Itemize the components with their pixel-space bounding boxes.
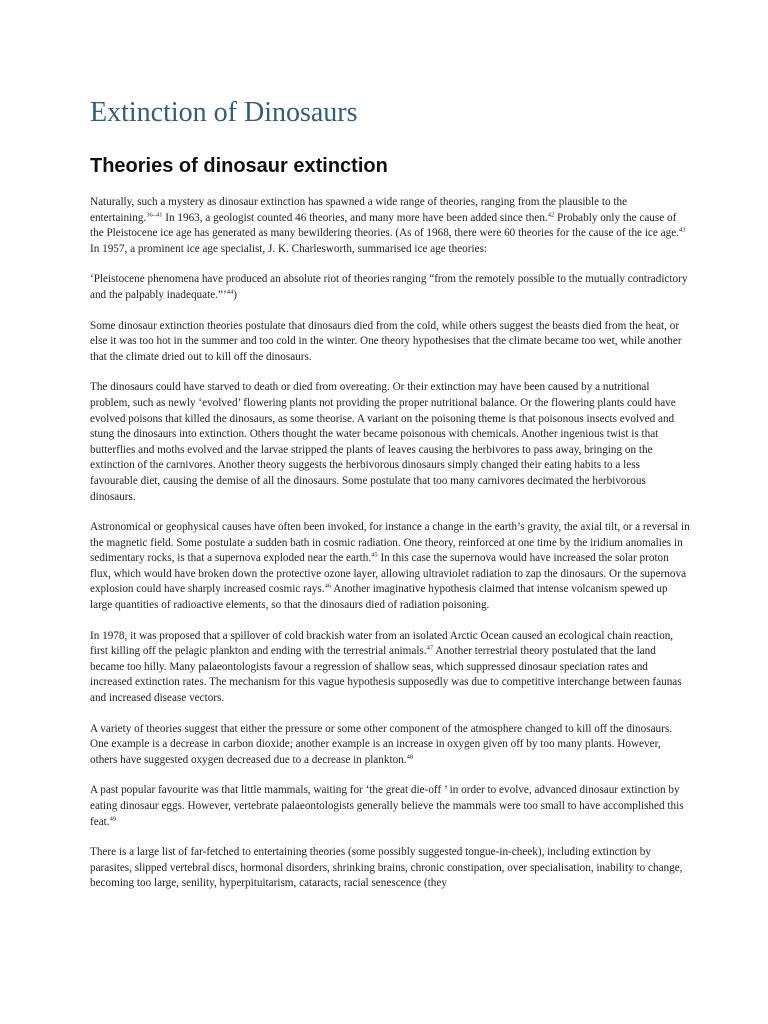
footnote-ref: 47 xyxy=(426,644,434,652)
paragraph-text: A past popular favourite was that little mammals, waiting for ‘the great die-off ’ in order to evolve, advanced dinosaur extinction by eating dinosaur eggs. However, vertebrate palaeontologists generally believe the mammals were too small to have accomplished this feat. xyxy=(90,784,684,828)
footnote-ref: 44 xyxy=(226,288,234,296)
paragraph-text: In 1957, a prominent ice age specialist, J. K. Charlesworth, summarised ice age theories: xyxy=(90,242,488,255)
footnote-ref: 43 xyxy=(678,226,686,234)
paragraph-diet: The dinosaurs could have starved to death or died from overeating. Or their extinction may have been caused by a nutritional problem, such as newly ‘evolved’ flowering plants not providing the proper nutritional balance. Or the flowering plants could have evolved poisons that killed the dinosaurs, as some theorise. A variant on the poisoning theme is that poisonous insects evolved and stung the dinosaurs into extinction. Others thought the water became poisonous with chemicals. Another ingenious twist is that butterflies and moths evolved and the larvae stripped the plants of leaves causing the herbivores to pass away, bringing on the extinction of the carnivores. Another theory suggests the herbivorous dinosaurs simply changed their eating habits to a less favourable diet, causing the demise of all the dinosaurs. Some postulate that too many carnivores decimated the herbivorous dinosaurs. xyxy=(90,381,676,503)
paragraph-text: Another imaginative hypothesis claimed that intense volcanism spewed up large quantities of radioactive elements, so that the dinosaurs died of radiation poisoning. xyxy=(90,583,668,612)
paragraph-far-fetched: There is a large list of far-fetched to entertaining theories (some possibly suggested tongue-in-cheek), including extinction by parasites, slipped vertebral discs, hormonal disorders, shrinking brains, chronic constipation, over specialisation, inability to change, becoming too large, senility, hyperpituitarism, cataracts, racial senescence (they xyxy=(90,846,683,890)
paragraph-text: Another terrestrial theory postulated that the land became too hilly. Many palaeontologists favour a regression of shallow seas, which suppressed dinosaur speciation rates and increased extinction rates. The mechanism for this vague hypothesis supposedly was due to competitive interchange between faunas and increased disease vectors. xyxy=(90,645,682,705)
paragraph-atmosphere xyxy=(90,722,690,769)
footnote-ref: 45 xyxy=(371,551,378,559)
footnote-ref: 48 xyxy=(406,753,414,761)
quote-text: ) xyxy=(233,288,237,301)
footnote-ref: 42 xyxy=(547,210,555,218)
paragraph-astronomical xyxy=(90,520,690,614)
paragraph-intro xyxy=(90,195,690,257)
footnote-ref: 49 xyxy=(109,814,117,822)
paragraph-text: Astronomical or geophysical causes have often been invoked, for instance a change in the earth’s gravity, the axial tilt, or a reversal in the magnetic field. Some postulate a sudden bath in cosmic radiation. One theory, reinforced at one time by the iridium anomalies in sedimentary rocks, is that a supernova exploded near the earth. xyxy=(90,521,690,565)
article-body xyxy=(90,195,690,907)
paragraph-arctic xyxy=(90,629,690,707)
paragraph-text: In this case the supernova would have increased the solar proton flux, which would have broken down the protective ozone layer, allowing ultraviolet radiation to zap the dinosaurs. Or the supernova explosion could have sharply increased cosmic rays. xyxy=(90,552,687,596)
paragraph-climate: Some dinosaur extinction theories postulate that dinosaurs died from the cold, while others suggest the beasts died from the heat, or else it was too hot in the summer and too cold in the winter. One theory hypothesises that the climate became too wet, while another that the climate dried out to kill off the dinosaurs. xyxy=(90,319,682,363)
paragraph-text: In 1963, a geologist counted 46 theories, and many more have been added since then. xyxy=(162,211,548,224)
paragraph-text: In 1978, it was proposed that a spillover of cold brackish water from an isolated Arctic Ocean caused an ecological chain reaction, first killing off the pelagic plankton and ending with the terrestrial animals. xyxy=(90,629,674,658)
paragraph-text: Naturally, such a mystery as dinosaur extinction has spawned a wide range of theories, ranging from the plausible to the entertaining. xyxy=(90,196,628,224)
quote-text: ‘Pleistocene phenomena have produced an absolute riot of theories ranging “from the remotely possible to the mutually contradictory and the palpably inadequate.”’ xyxy=(90,273,688,301)
page-title: Extinction of Dinosaurs xyxy=(90,97,358,128)
section-heading: Theories of dinosaur extinction xyxy=(90,155,388,177)
paragraph-text: Probably only the cause of the Pleistocene ice age has generated as many bewildering theories. (As of 1968, there were 60 theories for the cause of the ice age. xyxy=(90,211,679,240)
footnote-ref: 46 xyxy=(324,582,332,590)
paragraph-text: A variety of theories suggest that either the pressure or some other component of the atmosphere changed to kill off the dinosaurs. One example is a decrease in carbon dioxide; another example is an increase in oxygen given off by too many plants. However, others have suggested oxygen decreased due to a decrease in plankton. xyxy=(90,722,673,766)
paragraph-mammals xyxy=(90,783,690,830)
block-quote xyxy=(90,272,690,303)
footnote-ref: 36–41 xyxy=(146,210,163,218)
